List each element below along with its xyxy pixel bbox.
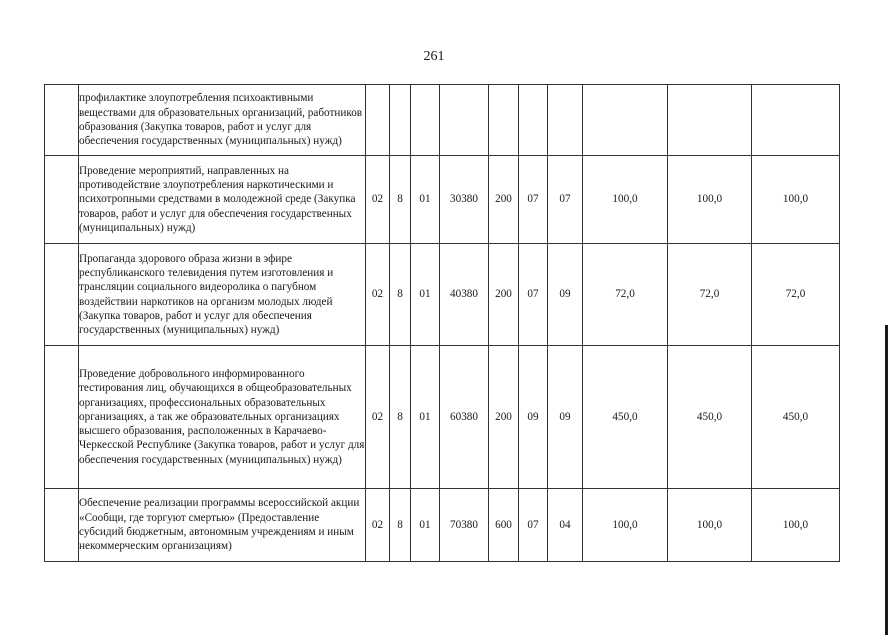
amount-year3-cell: 100,0 — [752, 156, 840, 244]
direction-code-cell: 60380 — [440, 346, 489, 489]
subsection-code-cell — [548, 85, 583, 156]
table-row — [45, 156, 840, 244]
amount-year2-cell: 100,0 — [668, 156, 752, 244]
section-code-cell: 07 — [519, 156, 548, 244]
amount-year3-cell: 450,0 — [752, 346, 840, 489]
description-cell: Проведение мероприятий, направленных на противодействие злоупотребления наркотическими и психотропными средствами в молодежной среде (Закупка товаров, работ и услуг для обеспечения государственных (муниципальных) нужд) — [79, 156, 366, 244]
blank-cell — [45, 85, 79, 156]
activity-code-cell: 01 — [411, 346, 440, 489]
section-code-cell — [519, 85, 548, 156]
amount-year2-cell — [668, 85, 752, 156]
amount-year3-cell: 100,0 — [752, 489, 840, 562]
subsection-code-cell: 09 — [548, 244, 583, 346]
activity-code-cell: 01 — [411, 489, 440, 562]
direction-code-cell: 40380 — [440, 244, 489, 346]
description-cell: Обеспечение реализации программы всероссийской акции «Сообщи, где торгуют смертью» (Предоставление субсидий бюджетным, автономным учреждениям и иным некоммерческим организациям) — [79, 489, 366, 562]
description-cell: профилактике злоупотребления психоактивными веществами для образовательных организаций, работников образования (Закупка товаров, работ и услуг для обеспечения государственных (муниципальных) нужд) — [79, 85, 366, 156]
program-code-cell: 02 — [366, 489, 390, 562]
subprogram-code-cell: 8 — [390, 346, 411, 489]
table-row — [45, 85, 840, 156]
amount-year1-cell: 100,0 — [583, 156, 668, 244]
table-row — [45, 244, 840, 346]
amount-year1-cell: 100,0 — [583, 489, 668, 562]
description-cell: Пропаганда здорового образа жизни в эфире республиканского телевидения путем изготовления и трансляции социального видеоролика о пагубном воздействии наркотиков на организм молодых людей (Закупка товаров, работ и услуг для обеспечения государственных (муниципальных) нужд) — [79, 244, 366, 346]
scan-border — [885, 325, 888, 635]
subsection-code-cell: 04 — [548, 489, 583, 562]
direction-code-cell — [440, 85, 489, 156]
direction-code-cell: 30380 — [440, 156, 489, 244]
subprogram-code-cell: 8 — [390, 244, 411, 346]
subsection-code-cell: 07 — [548, 156, 583, 244]
subprogram-code-cell — [390, 85, 411, 156]
subprogram-code-cell: 8 — [390, 156, 411, 244]
description-cell: Проведение добровольного информированного тестирования лиц, обучающихся в общеобразовательных организациях, профессиональных образовательных организациях, а так же образовательных организациях высшего образования, расположенных в Карачаево-Черкесской Республике (Закупка товаров, работ и услуг для обеспечения государственных (муниципальных) нужд) — [79, 346, 366, 489]
page-number: 261 — [423, 49, 445, 64]
subprogram-code-cell: 8 — [390, 489, 411, 562]
section-code-cell: 07 — [519, 489, 548, 562]
expense-type-cell: 600 — [489, 489, 519, 562]
blank-cell — [45, 346, 79, 489]
expense-type-cell: 200 — [489, 346, 519, 489]
amount-year3-cell: 72,0 — [752, 244, 840, 346]
expense-type-cell: 200 — [489, 244, 519, 346]
amount-year2-cell: 72,0 — [668, 244, 752, 346]
program-code-cell: 02 — [366, 156, 390, 244]
section-code-cell: 09 — [519, 346, 548, 489]
amount-year1-cell: 450,0 — [583, 346, 668, 489]
blank-cell — [45, 244, 79, 346]
amount-year3-cell — [752, 85, 840, 156]
expense-type-cell: 200 — [489, 156, 519, 244]
expense-type-cell — [489, 85, 519, 156]
activity-code-cell: 01 — [411, 156, 440, 244]
program-code-cell: 02 — [366, 244, 390, 346]
table-row — [45, 346, 840, 489]
direction-code-cell: 70380 — [440, 489, 489, 562]
amount-year2-cell: 450,0 — [668, 346, 752, 489]
blank-cell — [45, 156, 79, 244]
subsection-code-cell: 09 — [548, 346, 583, 489]
program-code-cell: 02 — [366, 346, 390, 489]
activity-code-cell — [411, 85, 440, 156]
amount-year1-cell — [583, 85, 668, 156]
blank-cell — [45, 489, 79, 562]
amount-year2-cell: 100,0 — [668, 489, 752, 562]
activity-code-cell: 01 — [411, 244, 440, 346]
budget-table — [44, 84, 840, 562]
table-row — [45, 489, 840, 562]
program-code-cell — [366, 85, 390, 156]
section-code-cell: 07 — [519, 244, 548, 346]
amount-year1-cell: 72,0 — [583, 244, 668, 346]
